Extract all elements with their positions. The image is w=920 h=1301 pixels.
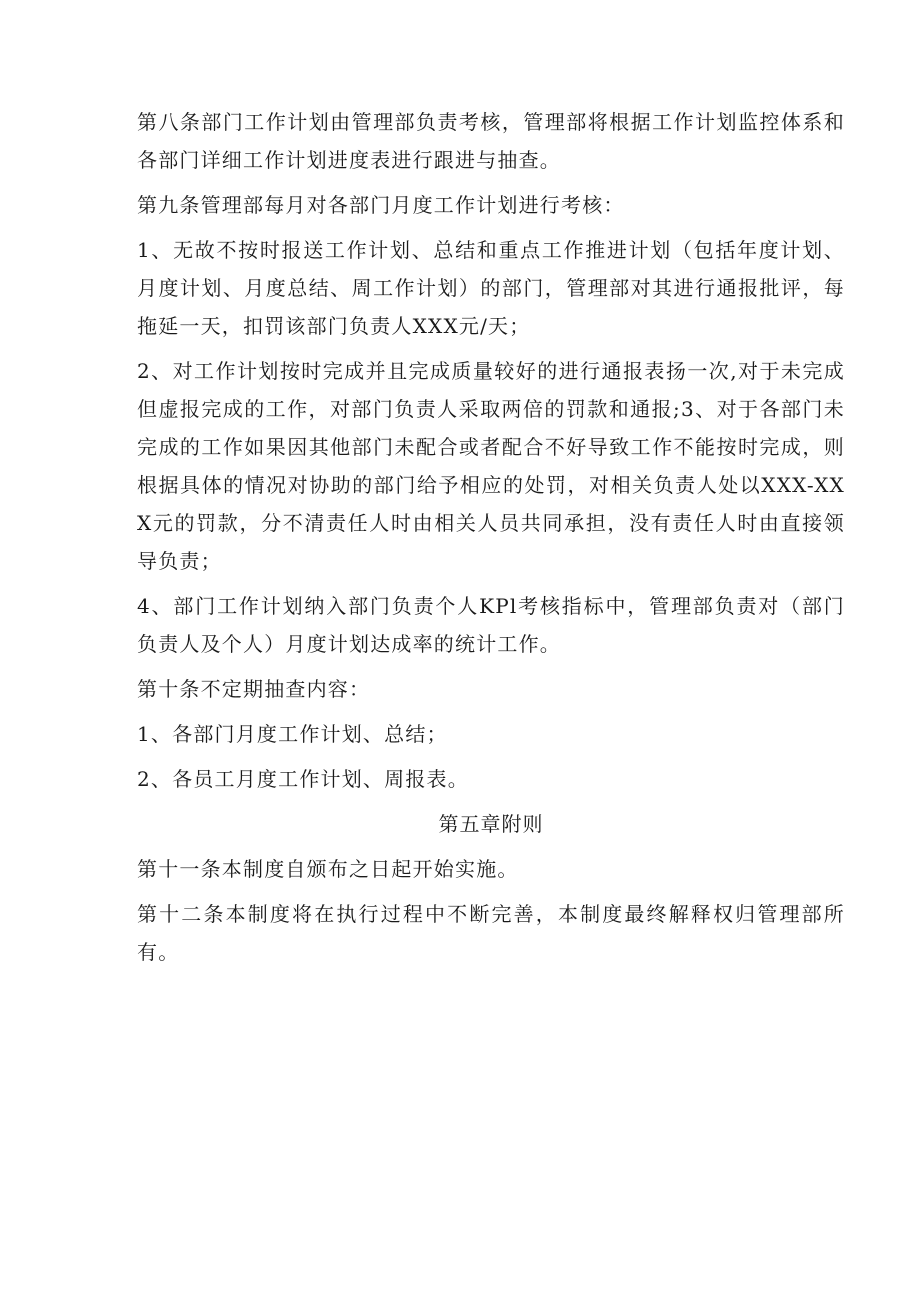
article-10-item-2: 2、各员工月度工作计划、周报表。 — [137, 767, 469, 791]
chapter-heading: 第五章附则 — [438, 812, 544, 836]
article-9-item-4: 4、部门工作计划纳入部门负责个人KPl考核指标中，管理部负责对（部门负责人及个人）月度计划达成率的统计工作。 — [137, 594, 845, 656]
article-9-item-2-3: 2、对工作计划按时完成并且完成质量较好的进行通报表扬一次,对于未完成但虚报完成的工作，对部门负责人采取两倍的罚款和通报;3、对于各部门未完成的工作如果因其他部门未配合或者配合不好导致工作不能按时完成，则根据具体的情况对协助的部门给予相应的处罚，对相关负责人处以XXX-XXX元的罚款，分不清责任人时由相关人员共同承担，没有责任人时由直接领导负责； — [137, 359, 845, 573]
article-11-paragraph: 第十一条本制度自颁布之日起开始实施。 — [137, 857, 519, 881]
article-12-paragraph: 第十二条本制度将在执行过程中不断完善，本制度最终解释权归管理部所有。 — [137, 902, 845, 964]
article-9-paragraph: 第九条管理部每月对各部门月度工作计划进行考核： — [137, 193, 625, 217]
article-8-paragraph: 第八条部门工作计划由管理部负责考核，管理部将根据工作计划监控体系和各部门详细工作计划进度表进行跟进与抽查。 — [137, 110, 845, 172]
article-10-item-1: 1、各部门月度工作计划、总结； — [137, 722, 448, 746]
document-body — [137, 103, 845, 978]
article-10-paragraph: 第十条不定期抽查内容： — [137, 677, 371, 701]
article-9-item-1: 1、无故不按时报送工作计划、总结和重点工作推进计划（包括年度计划、月度计划、月度总结、周工作计划）的部门，管理部对其进行通报批评，每拖延一天，扣罚该部门负责人XXX元/天； — [137, 238, 845, 338]
